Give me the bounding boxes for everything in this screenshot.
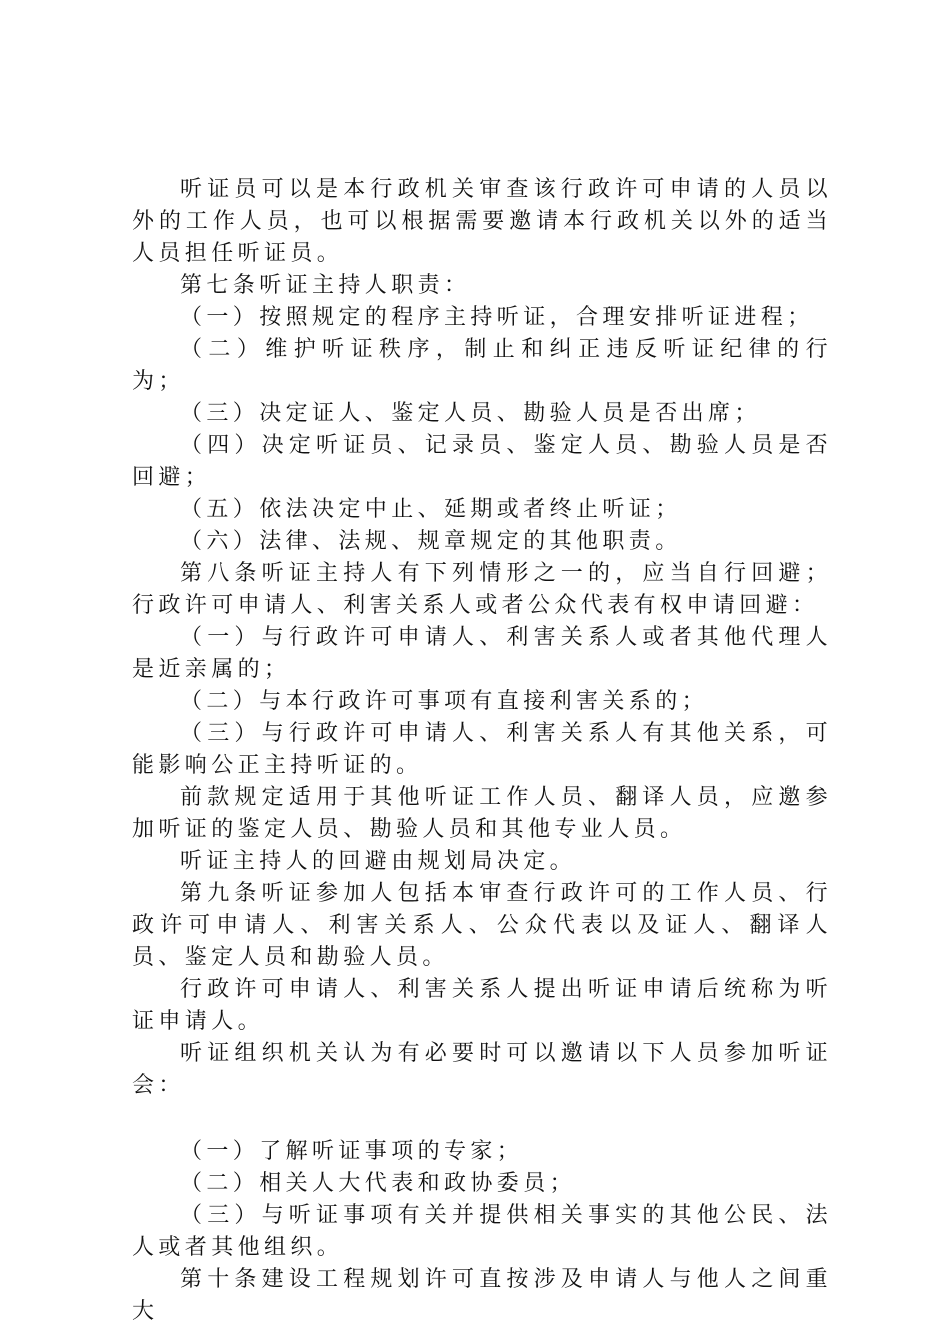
list-item: （六）法律、法规、规章规定的其他职责。 [180, 529, 682, 554]
paragraph: 听证组织机关认为有必要时可以邀请以下人员参加听证会： [132, 1041, 832, 1098]
paragraph: 听证主持人的回避由规划局决定。 [180, 849, 577, 874]
paragraph: 行政许可申请人、利害关系人提出听证申请后统称为听证申请人。 [132, 977, 832, 1034]
paragraph: 第十条建设工程规划许可直按涉及申请人与他人之间重大 [132, 1267, 832, 1324]
blank-line [132, 1102, 832, 1136]
article-heading: 第七条听证主持人职责： [180, 273, 471, 298]
document-body [132, 174, 832, 1328]
list-item: （三）与听证事项有关并提供相关事实的其他公民、法人或者其他组织。 [132, 1203, 832, 1260]
paragraph: 听证员可以是本行政机关审查该行政许可申请的人员以外的工作人员，也可以根据需要邀请本行政机关以外的适当人员担任听证员。 [132, 177, 832, 266]
list-item: （三）与行政许可申请人、利害关系人有其他关系，可能影响公正主持听证的。 [132, 721, 832, 778]
paragraph: 前款规定适用于其他听证工作人员、翻译人员，应邀参加听证的鉴定人员、勘验人员和其他专业人员。 [132, 785, 832, 842]
list-item: （一）了解听证事项的专家； [180, 1139, 524, 1164]
list-item: （二）维护听证秩序，制止和纠正违反听证纪律的行为； [132, 337, 832, 394]
list-item: （二）相关人大代表和政协委员； [180, 1171, 577, 1196]
list-item: （三）决定证人、鉴定人员、勘验人员是否出席； [180, 401, 761, 426]
paragraph: 第八条听证主持人有下列情形之一的，应当自行回避；行政许可申请人、利害关系人或者公众代表有权申请回避： [132, 561, 832, 618]
list-item: （五）依法决定中止、延期或者终止听证； [180, 497, 682, 522]
list-item: （二）与本行政许可事项有直接利害关系的； [180, 689, 709, 714]
list-item: （四）决定听证员、记录员、鉴定人员、勘验人员是否回避； [132, 433, 832, 490]
list-item: （一）按照规定的程序主持听证，合理安排听证进程； [180, 305, 814, 330]
list-item: （一）与行政许可申请人、利害关系人或者其他代理人是近亲属的； [132, 625, 832, 682]
paragraph: 第九条听证参加人包括本审查行政许可的工作人员、行政许可申请人、利害关系人、公众代表以及证人、翻译人员、鉴定人员和勘验人员。 [132, 881, 832, 970]
